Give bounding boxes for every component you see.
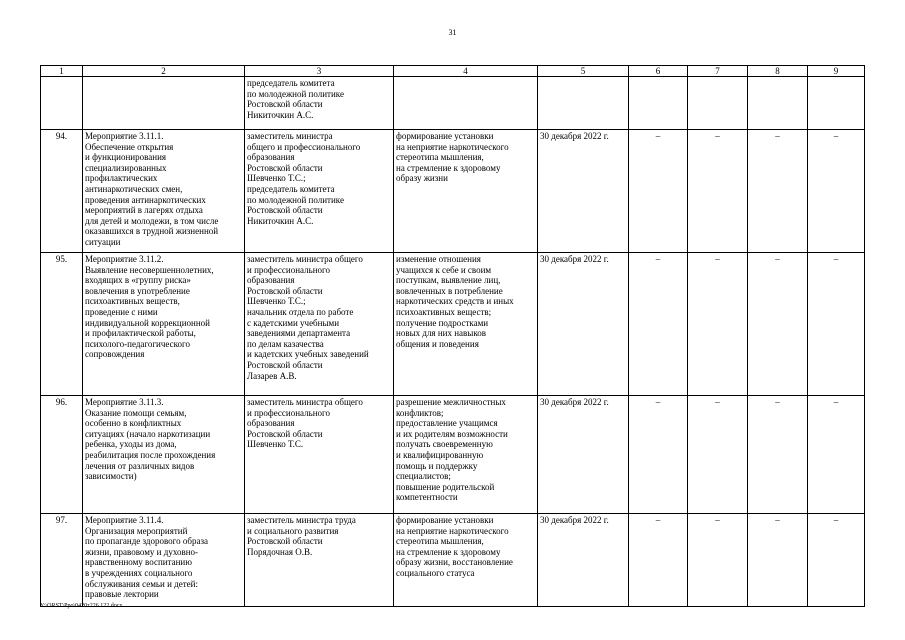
value-cell: – — [808, 514, 865, 607]
value-cell: – — [629, 514, 688, 607]
responsible-cell: заместитель министра общего и профессионального образования Ростовской области Шевченко Т.С.; начальник отдела по работе с кадетскими учебными заведениями департамента по делам казачества и кадетских учебных заведений Ростовской области Лазарев А.В. — [245, 253, 394, 396]
value-cell — [748, 77, 808, 130]
activity-cell: Мероприятие 3.11.1. Обеспечение открытия и функционирования специализированных профилактических антинаркотических смен, проведения антинаркотических мероприятий в лагерях отдыха для детей и молодежи, в том числе оказавшихся в трудной жизненной ситуации — [83, 130, 245, 253]
column-header: 5 — [538, 66, 629, 77]
responsible-cell: заместитель министра общего и профессионального образования Ростовской области Шевченко Т.С. — [245, 396, 394, 514]
value-cell: – — [808, 130, 865, 253]
value-cell: – — [629, 396, 688, 514]
result-cell: изменение отношения учащихся к себе и своим поступкам, выявление лиц, вовлеченных в потребление наркотических средств и иных психоактивных веществ; получение подростками новых для них навыков общения и поведения — [394, 253, 538, 396]
date-cell: 30 декабря 2022 г. — [538, 253, 629, 396]
row-number: 96. — [41, 396, 83, 514]
result-cell — [394, 77, 538, 130]
value-cell — [688, 77, 748, 130]
activity-cell: Мероприятие 3.11.2. Выявление несовершеннолетних, входящих в «группу риска» вовлечения в употребление психоактивных веществ, проведение с ними индивидуальной коррекционной и профилактической работы, психолого-педагогического сопровождения — [83, 253, 245, 396]
row-number — [41, 77, 83, 130]
date-cell: 30 декабря 2022 г. — [538, 514, 629, 607]
row-number: 94. — [41, 130, 83, 253]
result-cell: формирование установки на неприятие наркотического стереотипа мышления, на стремление к здоровому образу жизни, восстановление социального статуса — [394, 514, 538, 607]
activity-cell: Мероприятие 3.11.3. Оказание помощи семьям, особенно в конфликтных ситуациях (начало наркотизации ребенка, уходы из дома, реабилитация после прохождения лечения от различных видов зависимости) — [83, 396, 245, 514]
value-cell: – — [688, 514, 748, 607]
activity-cell: Мероприятие 3.11.4. Организация мероприятий по пропаганде здорового образа жизни, правовому и духовно- нравственному воспитанию в учреждениях социального обслуживания семьи и детей: правовые лектории — [83, 514, 245, 607]
date-cell — [538, 77, 629, 130]
continuation-row — [41, 77, 865, 130]
value-cell: – — [748, 396, 808, 514]
value-cell — [808, 77, 865, 130]
result-cell: формирование установки на неприятие наркотического стереотипа мышления, на стремление к здоровому образу жизни — [394, 130, 538, 253]
value-cell: – — [808, 253, 865, 396]
value-cell: – — [808, 396, 865, 514]
column-header: 8 — [748, 66, 808, 77]
measures-table — [40, 65, 865, 607]
value-cell: – — [688, 253, 748, 396]
value-cell: – — [748, 253, 808, 396]
column-header: 4 — [394, 66, 538, 77]
column-number-row — [41, 66, 865, 77]
table-row — [41, 396, 865, 514]
value-cell: – — [688, 396, 748, 514]
table-row — [41, 130, 865, 253]
column-header: 7 — [688, 66, 748, 77]
date-cell: 30 декабря 2022 г. — [538, 396, 629, 514]
responsible-cell: председатель комитета по молодежной политике Ростовской области Никиточкин А.С. — [245, 77, 394, 130]
column-header: 3 — [245, 66, 394, 77]
table-row — [41, 514, 865, 607]
responsible-cell: заместитель министра труда и социального развития Ростовской области Порядочная О.В. — [245, 514, 394, 607]
page-number: 31 — [448, 28, 457, 37]
activity-cell — [83, 77, 245, 130]
value-cell: – — [629, 253, 688, 396]
column-header: 2 — [83, 66, 245, 77]
column-header: 1 — [41, 66, 83, 77]
value-cell: – — [748, 130, 808, 253]
result-cell: разрешение межличностных конфликтов; предоставление учащимся и их родителям возможности получать своевременную и квалифицированную помощь и поддержку специалистов; повышение родительской компетентности — [394, 396, 538, 514]
column-header: 6 — [629, 66, 688, 77]
value-cell: – — [688, 130, 748, 253]
column-header: 9 — [808, 66, 865, 77]
row-number: 95. — [41, 253, 83, 396]
value-cell: – — [748, 514, 808, 607]
row-number: 97. — [41, 514, 83, 607]
table-row — [41, 253, 865, 396]
responsible-cell: заместитель министра общего и профессионального образования Ростовской области Шевченко Т.С.; председатель комитета по молодежной политике Ростовской области Никиточкин А.С. — [245, 130, 394, 253]
value-cell: – — [629, 130, 688, 253]
value-cell — [629, 77, 688, 130]
date-cell: 30 декабря 2022 г. — [538, 130, 629, 253]
file-path-footer: Y:\ORST\Ppo\0420z226.122.docx — [40, 603, 123, 609]
